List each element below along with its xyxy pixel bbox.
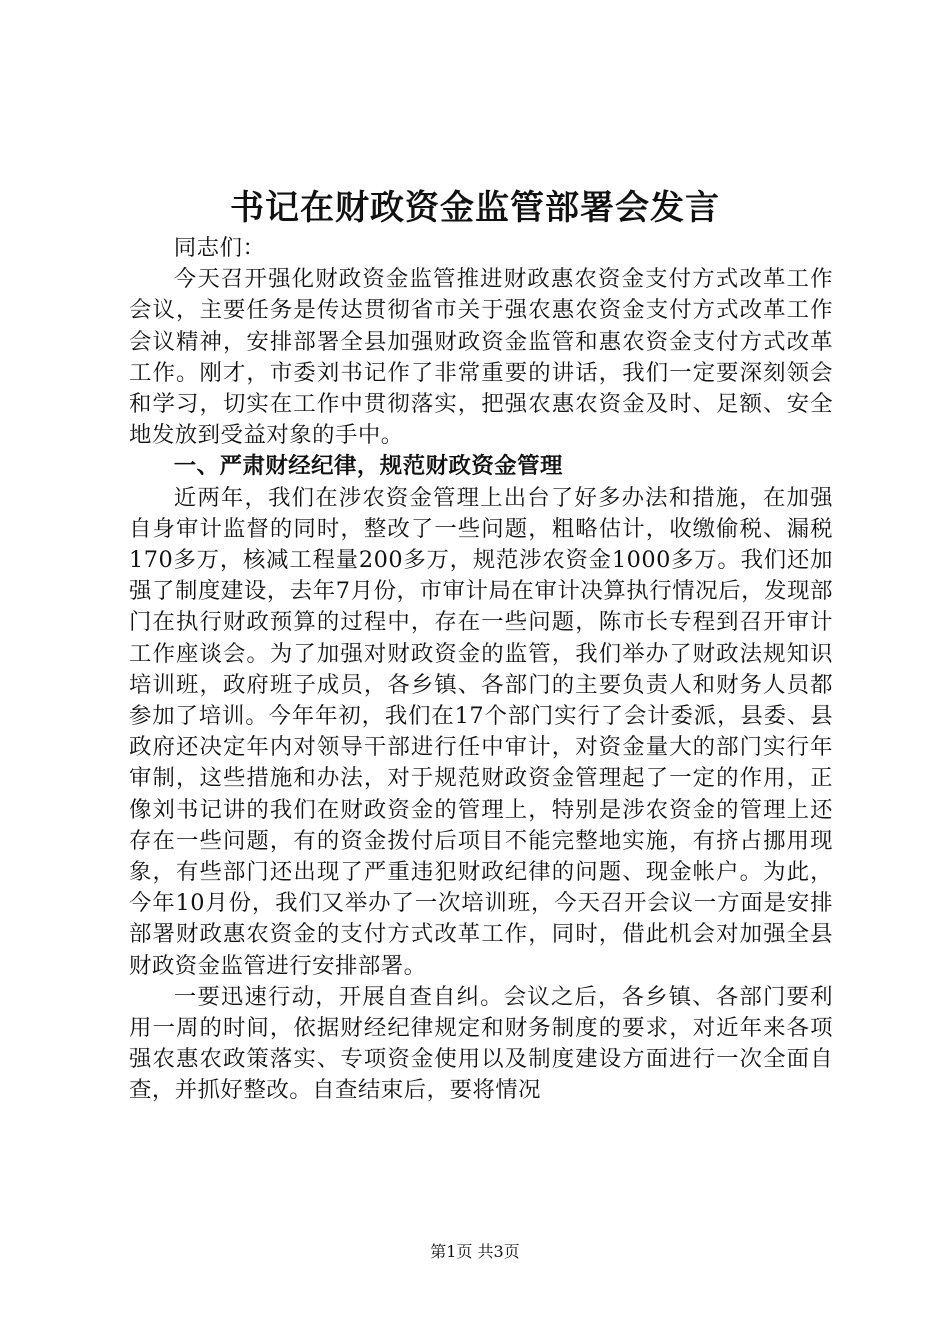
paragraph-intro: 今天召开强化财政资金监管推进财政惠农资金支付方式改革工作会议，主要任务是传达贯彻省市关于强农惠农资金支付方式改革工作会议精神，安排部署全县加强财政资金监管和惠农资金支付方式改革工作。刚才，市委刘书记作了非常重要的讲话，我们一定要深刻领会和学习，切实在工作中贯彻落实，把强农惠农资金及时、足额、安全地发放到受益对象的手中。 — [129, 266, 833, 449]
document-body — [129, 233, 833, 1107]
section-heading-1: 一、严肃财经纪律，规范财政资金管理 — [173, 453, 563, 480]
document-title: 书记在财政资金监管部署会发言 — [230, 188, 720, 228]
paragraph-point-1: 一要迅速行动，开展自查自纠。会议之后，各乡镇、各部门要利用一周的时间，依据财经纪律规定和财务制度的要求，对近年来各项强农惠农政策落实、专项资金使用以及制度建设方面进行一次全面自查，并抓好整改。自查结束后，要将情况 — [129, 983, 833, 1104]
salutation: 同志们： — [173, 235, 266, 261]
page-footer: 第1页 共3页 — [430, 1242, 520, 1261]
paragraph-section-1: 近两年，我们在涉农资金管理上出台了好多办法和措施，在加强自身审计监督的同时，整改了一些问题，粗略估计，收缴偷税、漏税170多万，核减工程量200多万，规范涉农资金1000多万。我们还加强了制度建设，去年7月份，市审计局在审计决算执行情况后，发现部门在执行财政预算的过程中，存在一些问题，陈市长专程到召开审计工作座谈会。为了加强对财政资金的监管，我们举办了财政法规知识培训班，政府班子成员，各乡镇、各部门的主要负责人和财务人员都参加了培训。今年年初，我们在17个部门实行了会计委派，县委、县政府还决定年内对领导干部进行任中审计，对资金量大的部门实行年审制，这些措施和办法，对于规范财政资金管理起了一定的作用，正像刘书记讲的我们在财政资金的管理上，特别是涉农资金的管理上还存在一些问题，有的资金拨付后项目不能完整地实施，有挤占挪用现象，有些部门还出现了严重违犯财政纪律的问题、现金帐户。为此，今年10月份，我们又举办了一次培训班，今天召开会议一方面是安排部署财政惠农资金的支付方式改革工作，同时，借此机会对加强全县财政资金监管进行安排部署。 — [129, 484, 833, 979]
